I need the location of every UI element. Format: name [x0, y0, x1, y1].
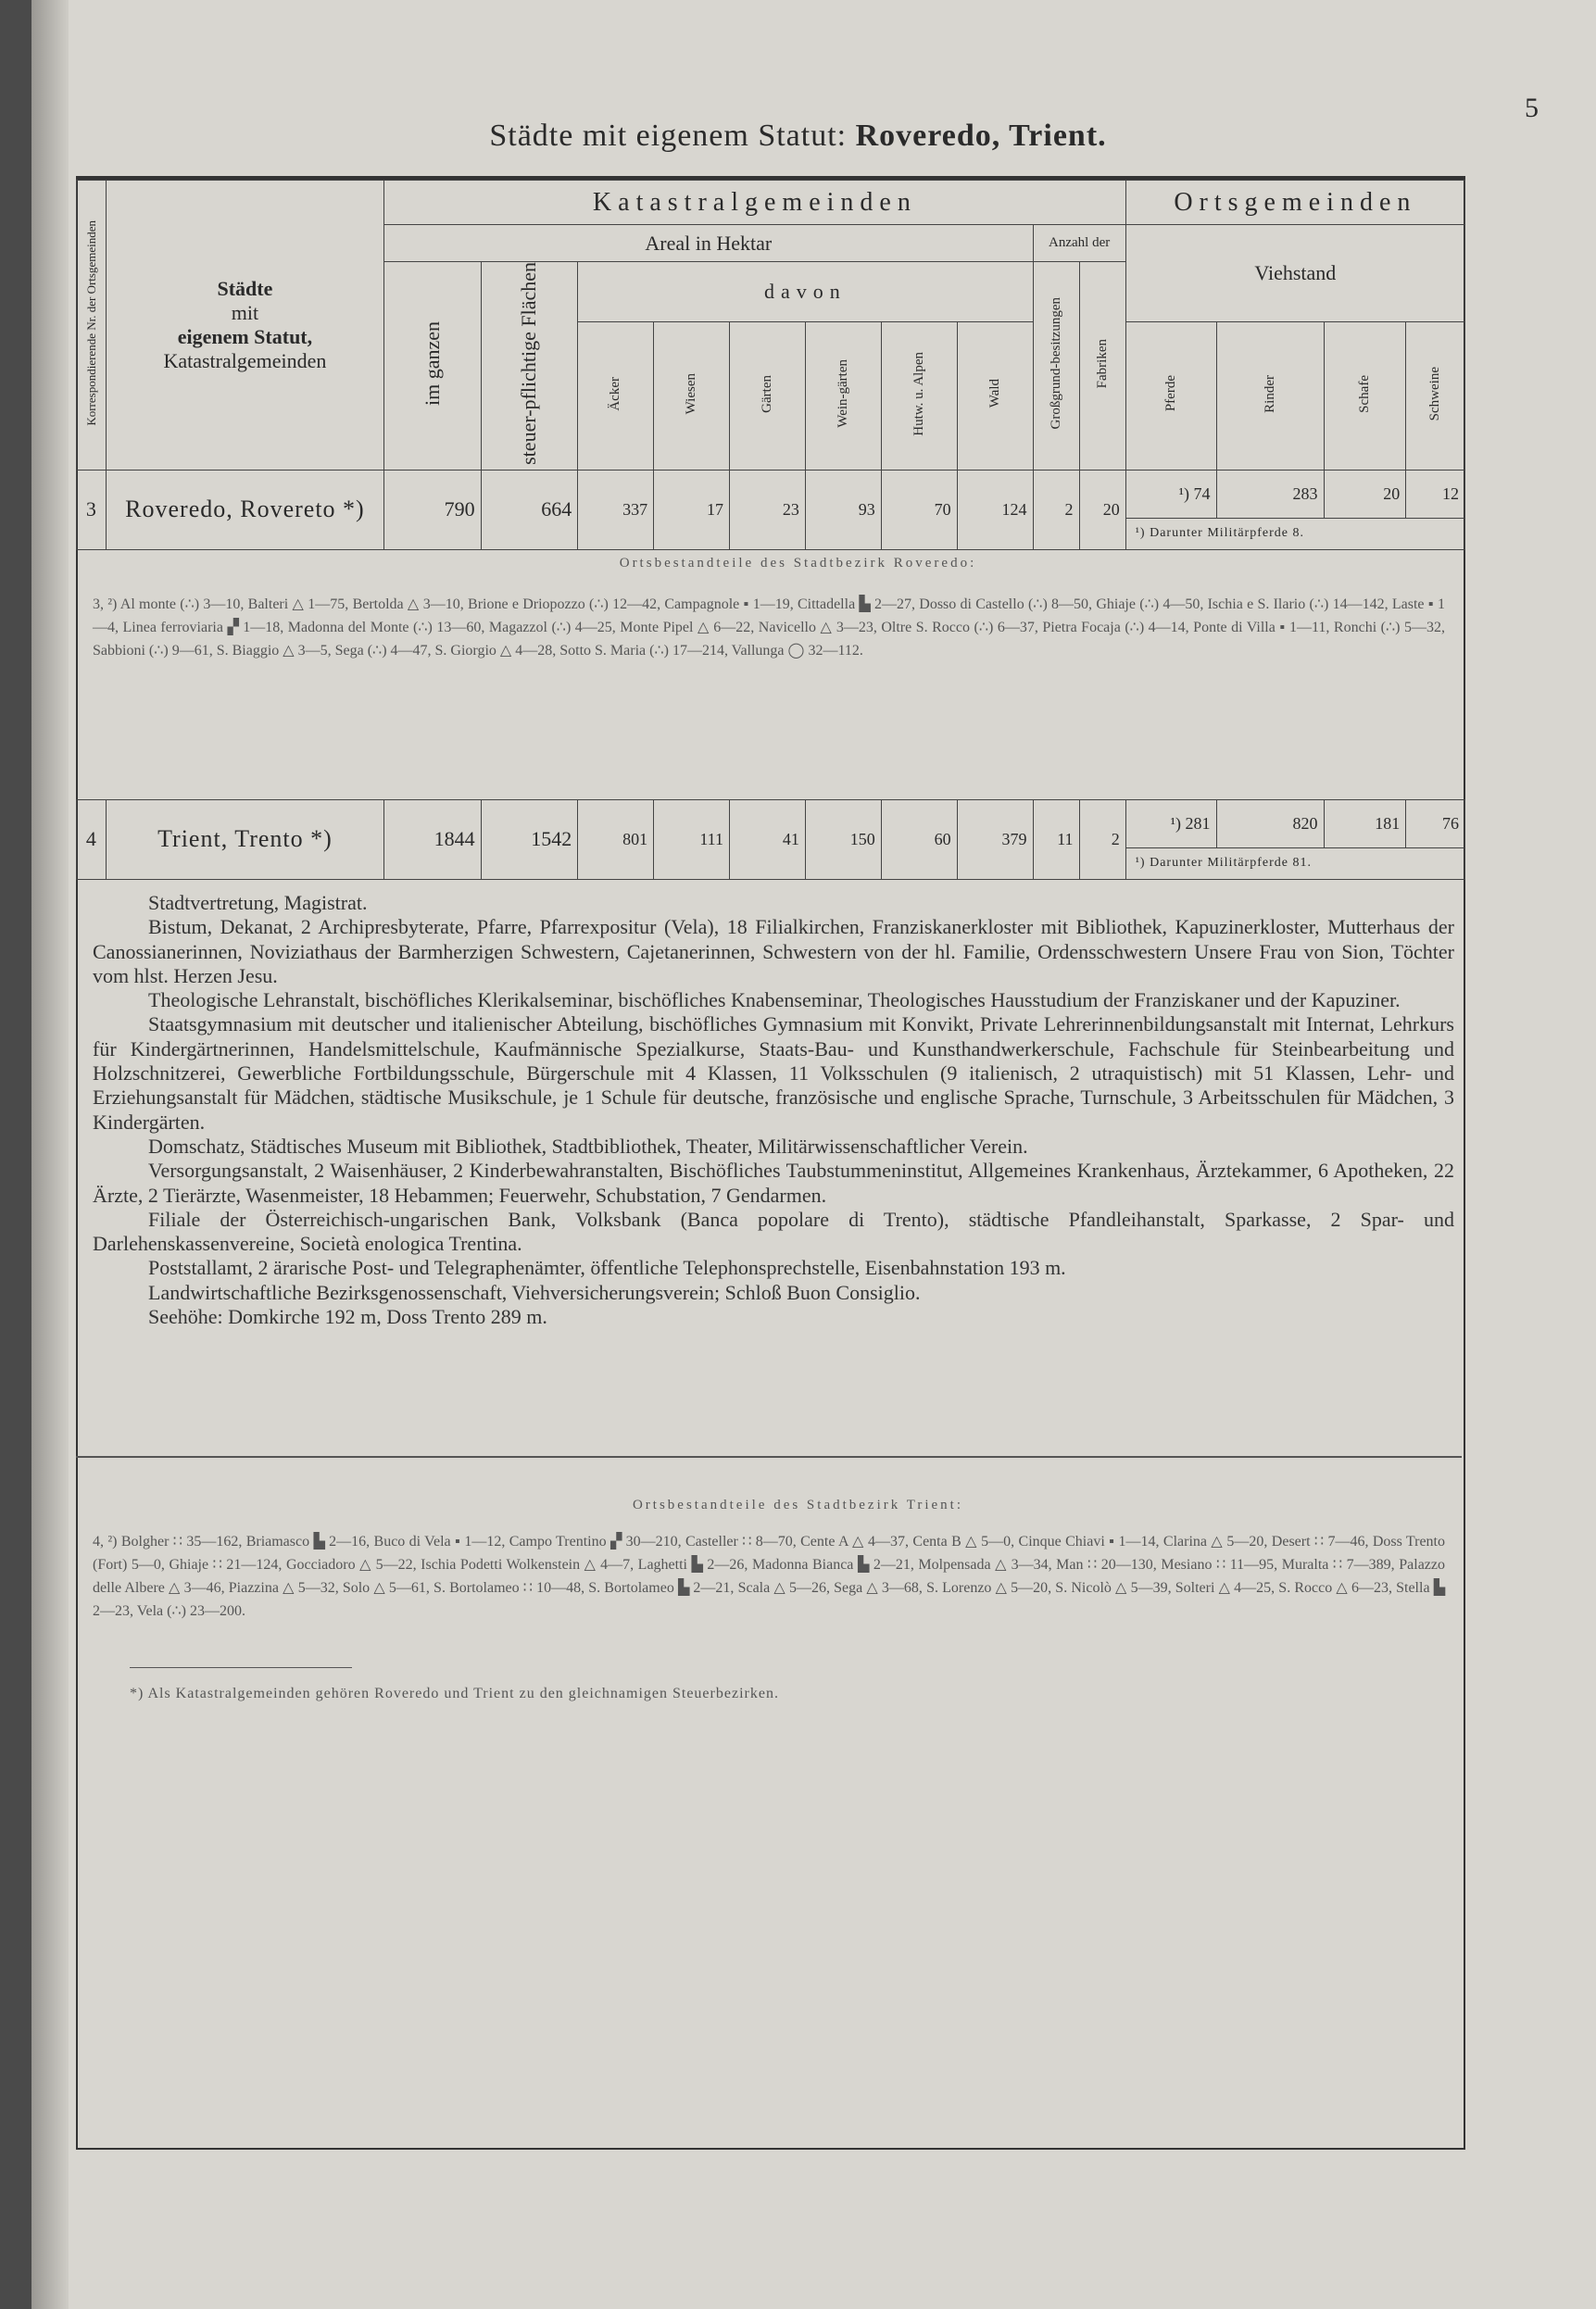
col-header-1: steuer-pflichtige Flächen: [481, 262, 578, 471]
description-paragraph: Landwirtschaftliche Bezirksgenossenschaft, Viehversicherungsverein; Schloß Buon Consiglio.: [148, 1280, 921, 1304]
col-header-2: Äcker: [578, 322, 654, 471]
cell: 23: [730, 470, 806, 549]
page-gutter: [31, 0, 69, 2309]
name-header-line4: Katastralgemeinden: [163, 348, 327, 372]
description-paragraph: Staatsgymnasium mit deutscher und italienischer Abteilung, bischöfliches Gymnasium mit Konvikt, Private Lehrerinnenbildungsanstalt mit Internat, Lehrkurs für Kindergärtnerinnen, Handelsmittelschule, Kaufmännische Spezialkurse, Staats-Bau- und Kunsthandwerkerschule, Fachschule für Steinbearbeitung und Holzschnitzerei, Gewerbliche Fortbildungsschule, Bürgerschule mit 4 Klassen, 11 Volksschulen (9 italienisch, 2 utraquistisch) mit 51 Klassen, Lehr- und Erziehungsanstalt für Mädchen, städtische Musikschule, je 1 Schule für deutsche, französische und englische Sprache, Turnschule, 3 Arbeitsschulen für Mädchen, 3 Kindergärten.: [93, 1012, 1454, 1134]
cell: 1542: [481, 799, 578, 879]
orts-header: Ortsgemeinden: [1125, 181, 1464, 225]
cell: 790: [384, 470, 482, 549]
description-paragraph: Filiale der Österreichisch-ungarischen Bank, Volksbank (Banca popolare di Trento), städtische Pfandleihanstalt, Sparkasse, 2 Spar- und Darlehenskassenvereine, Società enologica Trentina.: [93, 1207, 1454, 1256]
trient-parts-text: 4, ²) Bolgher ∷ 35—162, Briamasco ▙ 2—16, Buco di Vela ▪ 1—12, Campo Trentino ▞ 30—210, Casteller ∷ 8—70, Cente A △ 4—37, Centa B △ 5—0, Cinque Chiavi ▪ 1—14, Clarina △ 5—20, Desert ∷ 7—46, Doss Trento (Fort) 5—0, Ghiaje ∷ 21—124, Gocciadoro △ 5—22, Ischia Podetti Wolkenstein △ 4—7, Laghetti ▙ 2—26, Madonna Bianca ▙ 2—21, Molpensada △ 3—34, Man ∷ 20—130, Mesiano ∷ 11—95, Muralta ∷ 7—389, Palazzo delle Albere △ 3—46, Piazzina △ 5—32, Solo △ 5—61, S. Bortolameo ∷ 10—48, S. Bortolameo ▙ 2—21, Scala △ 5—26, Sega △ 3—68, S. Lorenzo △ 5—20, S. Nicolò △ 5—39, Solteri △ 4—25, S. Rocco △ 6—23, Stella ▙ 2—23, Vela (∴) 23—200.: [93, 1534, 1445, 1619]
name-header-line2: mit: [231, 300, 259, 324]
col-header-8: Großgrund-besitzungen: [1033, 262, 1079, 471]
description-paragraph: Theologische Lehranstalt, bischöfliches Klerikalseminar, bischöfliches Knabenseminar, Theologisches Hausstudium der Franziskaner und der Kapuziner.: [148, 988, 1401, 1012]
trient-parts-heading: Ortsbestandteile des Stadtbezirk Trient:: [632, 1498, 964, 1512]
katastral-header: Katastralgemeinden: [384, 181, 1126, 225]
col-header-7: Wald: [957, 322, 1033, 471]
col-header-6: Hutw. u. Alpen: [881, 322, 957, 471]
cell: 1844: [384, 799, 482, 879]
description-paragraph: Seehöhe: Domkirche 192 m, Doss Trento 289 m.: [148, 1305, 547, 1329]
cell: 820: [1216, 799, 1324, 847]
row-name: Trient, Trento *): [106, 799, 383, 879]
statistics-table: [76, 180, 1465, 880]
name-header-line1: Städte: [217, 276, 273, 300]
cell: 20: [1324, 470, 1406, 518]
cell: 17: [654, 470, 730, 549]
name-header-line3: eigenem Statut,: [177, 324, 313, 348]
col-header-5: Wein-gärten: [805, 322, 881, 471]
viehstand-header: Viehstand: [1125, 225, 1464, 322]
col-header-13: Schweine: [1406, 322, 1465, 471]
section-divider: [76, 1456, 1462, 1458]
footnote: *) Als Katastralgemeinden gehören Roveredo und Trient zu den gleichnamigen Steuerbezirken.: [130, 1686, 779, 1701]
cell: ¹) 281: [1125, 799, 1216, 847]
anzahl-header: Anzahl der: [1033, 225, 1125, 262]
row-nr: 3: [77, 470, 107, 549]
davon-header: davon: [578, 262, 1033, 322]
cell: 2: [1079, 799, 1125, 879]
title-prefix: Städte mit eigenem Statut:: [489, 119, 848, 153]
cell: 20: [1079, 470, 1125, 549]
page-number: 5: [1525, 93, 1539, 123]
table-row: [77, 470, 1465, 518]
cell: 60: [881, 799, 957, 879]
row-note: ¹) Darunter Militärpferde 81.: [1125, 847, 1464, 879]
cell: 379: [957, 799, 1033, 879]
cell: 801: [578, 799, 654, 879]
description-paragraph: Poststallamt, 2 ärarische Post- und Telegraphenämter, öffentliche Telephonsprechstelle, Eisenbahnstation 193 m.: [148, 1256, 1066, 1280]
cell: 76: [1406, 799, 1465, 847]
spacer: [77, 549, 1465, 799]
cell: ¹) 74: [1125, 470, 1216, 518]
col-header-11: Rinder: [1216, 322, 1324, 471]
col-header-12: Schafe: [1324, 322, 1406, 471]
col-header-9: Fabriken: [1079, 262, 1125, 471]
cell: 111: [654, 799, 730, 879]
description-paragraph: Versorgungsanstalt, 2 Waisenhäuser, 2 Kinderbewahranstalten, Bischöfliches Taubstummeninstitut, Allgemeines Krankenhaus, Ärztekammer, 6 Apotheken, 22 Ärzte, 2 Tierärzte, Wasenmeister, 18 Hebammen; Feuerwehr, Schubstation, 7 Gendarmen.: [93, 1159, 1454, 1207]
cell: 664: [481, 470, 578, 549]
cell: 11: [1033, 799, 1079, 879]
table-row: [77, 799, 1465, 847]
col-header-0: im ganzen: [384, 262, 482, 471]
description-paragraph: Domschatz, Städtisches Museum mit Bibliothek, Stadtbibliothek, Theater, Militärwissenschaftlicher Verein.: [148, 1134, 1028, 1158]
cell: 181: [1324, 799, 1406, 847]
row-name: Roveredo, Rovereto *): [106, 470, 383, 549]
cell: 337: [578, 470, 654, 549]
cell: 2: [1033, 470, 1079, 549]
corner-header-cell: [77, 181, 107, 471]
cell: 93: [805, 470, 881, 549]
cell: 70: [881, 470, 957, 549]
col-header-10: Pferde: [1125, 322, 1216, 471]
roveredo-parts-heading: Ortsbestandteile des Stadtbezirk Roveredo:: [619, 556, 977, 571]
description: [93, 891, 1454, 1329]
corner-header: Korrespondierende Nr. der Ortsgemeinden: [83, 220, 98, 426]
col-header-3: Wiesen: [654, 322, 730, 471]
col-header-4: Gärten: [730, 322, 806, 471]
footnote-rule: [130, 1667, 352, 1668]
cell: 124: [957, 470, 1033, 549]
page-title: [0, 119, 1596, 154]
row-note: ¹) Darunter Militärpferde 8.: [1125, 518, 1464, 549]
title-bold: Roveredo, Trient.: [855, 119, 1107, 153]
row-nr: 4: [77, 799, 107, 879]
book-binding: [0, 0, 31, 2309]
description-paragraph: Stadtvertretung, Magistrat.: [148, 891, 368, 914]
cell: 150: [805, 799, 881, 879]
roveredo-parts-text: 3, ²) Al monte (∴) 3—10, Balteri △ 1—75, Bertolda △ 3—10, Brione e Driopozzo (∴) 12—42, Campagnole ▪ 1—19, Cittadella ▙ 2—27, Dosso di Castello (∴) 8—50, Ghiaje (∴) 4—50, Ischia e S. Ilario (∴) 14—142, Laste ▪ 1—4, Linea ferroviaria ▞ 1—18, Madonna del Monte (∴) 13—60, Magazzol (∴) 4—25, Monte Pipel △ 6—22, Navicello △ 3—23, Oltre S. Rocco (∴) 6—37, Pietra Focaja (∴) 4—14, Ponte di Villa ▪ 1—11, Ronchi (∴) 5—32, Sabbioni (∴) 9—61, S. Biaggio △ 3—5, Sega (∴) 4—47, S. Giorgio △ 4—28, Sotto S. Maria (∴) 17—214, Vallunga ◯ 32—112.: [93, 596, 1445, 659]
cell: 283: [1216, 470, 1324, 518]
description-paragraph: Bistum, Dekanat, 2 Archipresbyterate, Pfarre, Pfarrexpositur (Vela), 18 Filialkirchen, Franziskanerkloster mit Bibliothek, Kapuzinerkloster, Mutterhaus der Canossianerinnen, Noviziathaus der Barmherzigen Schwestern, Cajetanerinnen, Schwestern von der hl. Familie, Ordensschwestern Unsere Frau von Sion, Töchter vom hlst. Herzen Jesu.: [93, 915, 1454, 987]
cell: 12: [1406, 470, 1465, 518]
cell: 41: [730, 799, 806, 879]
name-header-cell: [106, 181, 383, 471]
areal-header: Areal in Hektar: [384, 225, 1033, 262]
